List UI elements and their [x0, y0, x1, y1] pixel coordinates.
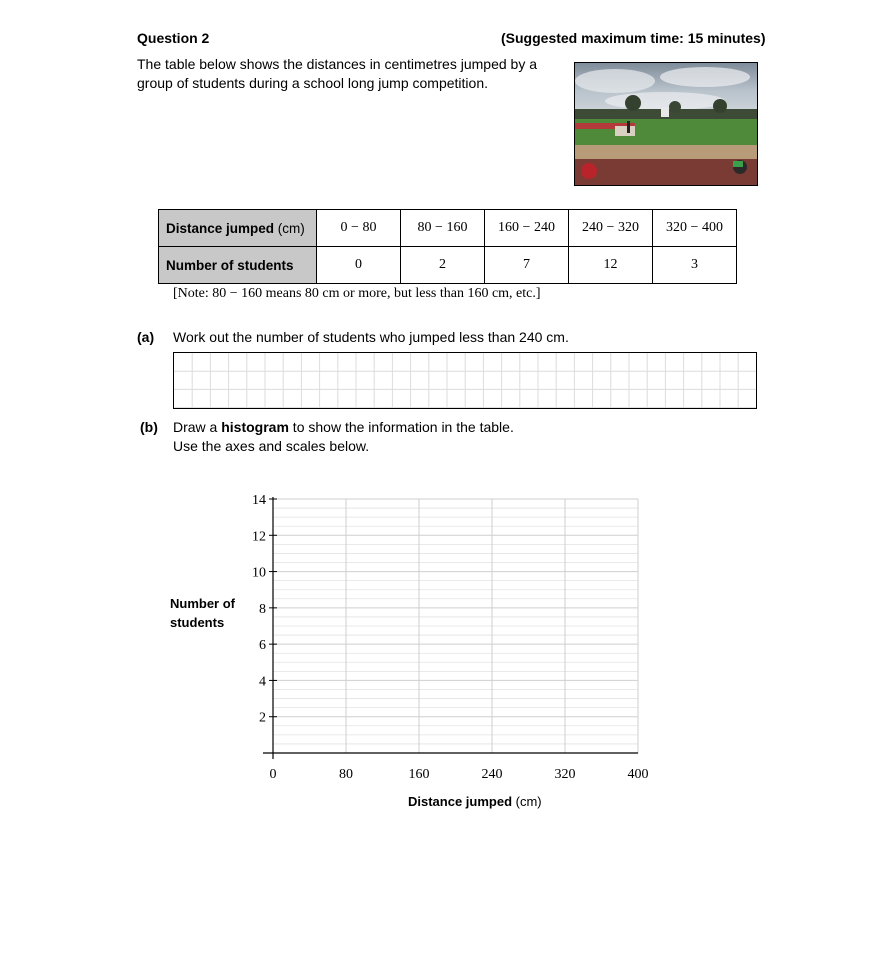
x-tick-label: 400 [627, 767, 649, 782]
intro-line-1: The table below shows the distances in centimetres jumped by a [137, 56, 537, 72]
y-axis-label-line1: Number of [170, 596, 235, 611]
part-b-line2: Use the axes and scales below. [173, 438, 370, 454]
answer-grid [174, 353, 756, 408]
y-tick-label: 2 [259, 710, 266, 726]
x-tick-label: 240 [481, 767, 503, 782]
interval-cell: 160 − 240 [485, 210, 569, 247]
part-a-label: (a) [137, 329, 155, 345]
count-cell: 7 [485, 247, 569, 284]
table-row-students [159, 247, 737, 284]
interval-cell: 240 − 320 [569, 210, 653, 247]
count-cell: 3 [653, 247, 737, 284]
y-tick-label: 14 [252, 493, 266, 508]
y-tick-label: 4 [259, 674, 266, 690]
data-table [158, 209, 737, 284]
histogram-axes[interactable] [230, 485, 660, 790]
y-tick-label: 6 [259, 638, 266, 654]
table-note: [Note: 80 − 160 means 80 cm or more, but less than 160 cm, etc.] [173, 286, 541, 301]
part-a-text: Work out the number of students who jumped less than 240 cm. [173, 329, 569, 345]
part-b-text: Draw a histogram to show the information in the table. [173, 419, 514, 435]
count-cell: 0 [317, 247, 401, 284]
count-cell: 12 [569, 247, 653, 284]
interval-cell: 80 − 160 [401, 210, 485, 247]
x-axis-label: Distance jumped (cm) [408, 794, 542, 809]
answer-box[interactable] [173, 352, 757, 409]
question-title: Question 2 [137, 30, 210, 46]
y-tick-label: 12 [252, 529, 266, 545]
interval-cell: 320 − 400 [653, 210, 737, 247]
x-tick-label: 160 [408, 767, 430, 782]
long-jump-photo [574, 62, 758, 186]
x-tick-label: 0 [269, 767, 277, 782]
count-cell: 2 [401, 247, 485, 284]
intro-line-2: group of students during a school long jump competition. [137, 75, 488, 91]
y-tick-label: 10 [252, 565, 266, 581]
row-header-students: Number of students [159, 247, 317, 284]
y-axis-label-line2: students [170, 615, 225, 630]
table-row-distance [159, 210, 737, 247]
y-tick-label: 8 [259, 601, 266, 617]
x-tick-label: 80 [339, 767, 353, 782]
part-b-label: (b) [140, 419, 158, 435]
suggested-time: (Suggested maximum time: 15 minutes) [501, 30, 766, 46]
row-header-distance: Distance jumped (cm) [159, 210, 317, 247]
interval-cell: 0 − 80 [317, 210, 401, 247]
x-tick-label: 320 [554, 767, 576, 782]
